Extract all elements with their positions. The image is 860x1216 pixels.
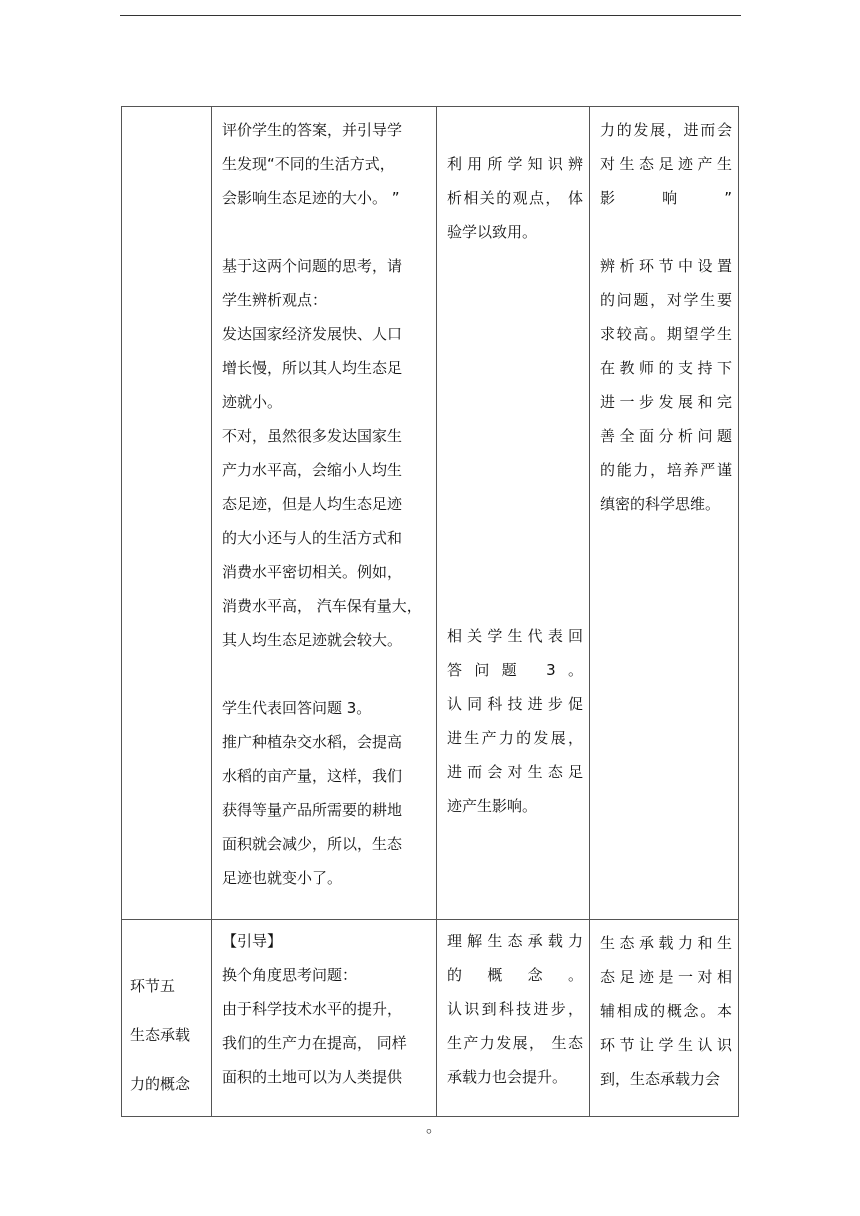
text-line: 进一步发展和完: [600, 393, 732, 411]
text-line: 基于这两个问题的思考，请: [222, 257, 403, 275]
text-line: 认识到科技进步，: [447, 1000, 583, 1018]
text-line: 增长慢，所以其人均生态足: [222, 359, 403, 377]
table-row: [122, 920, 739, 1117]
text-line: 辨析环节中设置: [600, 257, 732, 275]
text-line: 学生辨析观点：: [222, 291, 328, 309]
text-line: 在教师的支持下: [600, 359, 732, 377]
text-line: 承载力也会提升。: [447, 1068, 568, 1086]
text-line: 其人均生态足迹就会较大。: [222, 631, 403, 649]
text-line: 推广种植杂交水稻，会提高: [222, 733, 403, 751]
text-line: 生产力发展， 生态: [447, 1034, 583, 1052]
text-line: 发达国家经济发展快、人口: [222, 325, 403, 343]
teacher-activity-cell: [212, 920, 437, 1117]
text-line: 析相关的观点， 体: [447, 189, 583, 207]
text-line: 理解生态承载力: [447, 932, 583, 950]
design-intent-cell: [590, 107, 739, 920]
text-line: 我们的生产力在提高， 同样: [222, 1034, 407, 1052]
text-line: 的概念。: [447, 966, 583, 984]
text-line: 足迹也就变小了。: [222, 869, 343, 887]
student-activity-cell: [437, 920, 590, 1117]
text-line: 【引导】: [222, 932, 283, 950]
text-line: [600, 215, 732, 249]
teacher-activity-cell: [212, 107, 437, 920]
text-line: 会影响生态足迹的大小。 ”: [222, 189, 400, 207]
text-line: 到，生态承载力会: [600, 1070, 721, 1088]
text-line: 产力水平高，会缩小人均生: [222, 461, 403, 479]
text-line: 答问题 3。: [447, 661, 583, 679]
text-line: 缜密的科学思维。: [600, 495, 721, 513]
text-line: 获得等量产品所需要的耕地: [222, 801, 403, 819]
text-line: 对生态足迹产生: [600, 155, 732, 173]
text-line: 进生产力的发展，: [447, 729, 583, 747]
text-line: 环节让学生认识: [600, 1036, 732, 1054]
stage-cell: [122, 920, 212, 1117]
text-line: 相关学生代表回: [447, 627, 583, 645]
text-line: 消费水平高， 汽车保有量大，: [222, 597, 422, 615]
text-line: 消费水平密切相关。例如，: [222, 563, 403, 581]
text-line: 生态承载力和生: [600, 934, 732, 952]
page-footer-mark: 。: [426, 1117, 443, 1136]
text-line: 进而会对生态足: [447, 763, 583, 781]
text-line: 的能力，培养严谨: [600, 461, 732, 479]
text-line: 迹就小。: [222, 393, 283, 411]
text-line: 迹产生影响。: [447, 797, 538, 815]
text-line: 由于科学技术水平的提升，: [222, 1000, 403, 1018]
text-line: [222, 215, 430, 249]
text-line: 影响”: [600, 189, 732, 207]
text-line: [222, 657, 430, 691]
text-line: 态足迹是一对相: [600, 968, 732, 986]
text-line: 的问题，对学生要: [600, 291, 732, 309]
text-line: 学生代表回答问题 3。: [222, 699, 372, 717]
table-row: [122, 107, 739, 920]
text-line: 水稻的亩产量，这样，我们: [222, 767, 403, 785]
text-line: 评价学生的答案，并引导学: [222, 121, 403, 139]
text-line: 生态承载: [130, 1026, 191, 1044]
text-line: 生发现“不同的生活方式，: [222, 155, 395, 173]
text-line: 态足迹，但是人均生态足迹: [222, 495, 403, 513]
text-line: 利用所学知识辨: [447, 155, 583, 173]
text-line: 辅相成的概念。本: [600, 1002, 732, 1020]
text-line: 环节五: [130, 977, 176, 995]
text-line: 善全面分析问题: [600, 427, 732, 445]
text-line: 力的概念: [130, 1075, 191, 1093]
text-line: 面积的土地可以为人类提供: [222, 1068, 403, 1086]
text-line: 面积就会减少，所以，生态: [222, 835, 403, 853]
text-line: 力的发展，进而会: [600, 121, 732, 139]
text-line: 求较高。期望学生: [600, 325, 732, 343]
design-intent-cell: [590, 920, 739, 1117]
text-line: 验学以致用。: [447, 223, 538, 241]
stage-cell: [122, 107, 212, 920]
text-line: 换个角度思考问题：: [222, 966, 358, 984]
text-line: 认同科技进步促: [447, 695, 583, 713]
text-line: 不对，虽然很多发达国家生: [222, 427, 403, 445]
lesson-plan-table: [121, 106, 739, 1117]
text-line: 的大小还与人的生活方式和: [222, 529, 403, 547]
student-activity-cell: [437, 107, 590, 920]
header-rule: [120, 15, 741, 16]
